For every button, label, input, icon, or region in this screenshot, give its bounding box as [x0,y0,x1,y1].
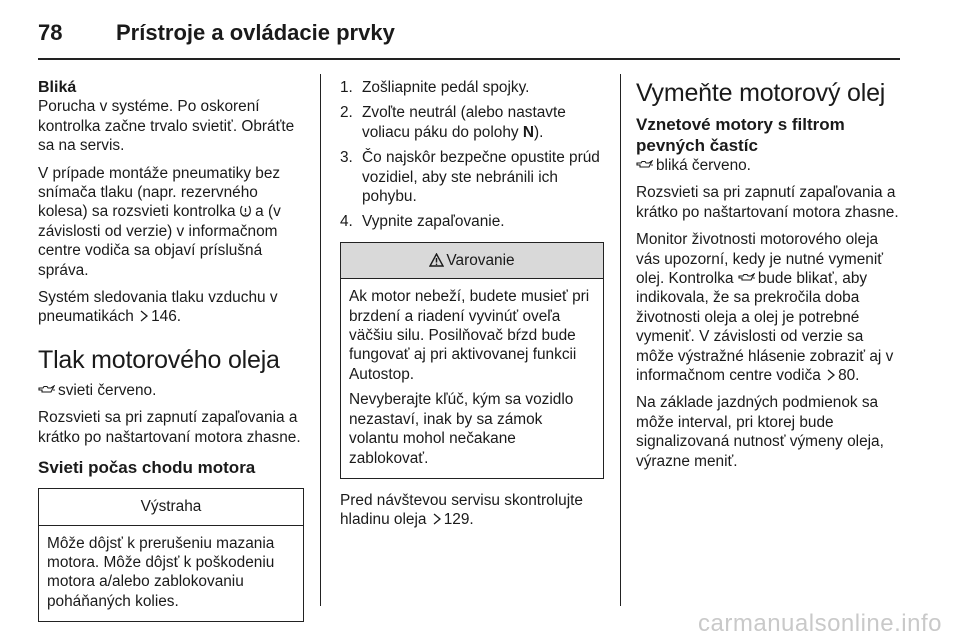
service-check-paragraph [340,491,604,530]
page-title: Prístroje a ovládacie prvky [116,20,395,45]
step-number: 3. [340,149,353,167]
list-item [340,103,604,142]
warning-box-body [341,279,603,478]
warning-box-title [341,243,603,279]
column-3 [636,78,902,479]
text-span: svieti červeno. [58,381,157,399]
oil-pressure-paragraph-1 [38,381,304,400]
page-ref-arrow-icon [432,511,442,523]
text-span: Systém sledovania tlaku vzduchu v pneumatikách [38,289,278,326]
text-span: a (v závislosti od verzie) v informačnom centre vodiča sa objaví príslušná správa. [38,203,281,279]
step-number: 1. [340,79,353,96]
text-span: Monitor životnosti motorového oleja vás upozorní, kedy je nutné vymeniť olej. Kontrolka [636,231,884,288]
tire-pressure-icon [240,204,251,217]
blika-paragraph-2 [38,164,304,280]
caution-box-body [39,526,303,622]
text-span: V prípade montáže pneumatiky bez snímača tlaku (napr. rezervného kolesa) sa rozsvieti kontrolka [38,164,281,221]
list-item [340,148,604,206]
oil-can-icon [738,273,755,282]
change-oil-paragraph-3 [636,230,902,385]
text-span: bude blikať, aby indikovala, že sa prekročila doba životnosti oleja a olej je potrebné vymeniť. V závislosti od verzie sa môže výstražné hlásenie zobraziť aj v informačnom centre vodiča [636,270,894,385]
blika-paragraph-3 [38,288,304,327]
diesel-dpf-subheading: Vznetové motory s filtrom pevných častíc [636,115,845,155]
step-text: Zvoľte neutrál (alebo nastavte voliacu páku do polohy [362,104,566,141]
page-ref[interactable]: 146. [151,308,182,326]
step-text: ). [533,123,544,141]
caution-box-text: Môže dôjsť k prerušeniu mazania motora. Môže dôjsť k poškodeniu motora a/alebo zablokovaniu poháňaných kolies. [47,534,275,610]
blika-paragraph-1: Porucha v systéme. Po oskorení kontrolka začne trvalo svietiť. Obráťte sa na servis. [38,98,295,155]
oil-can-icon [636,160,653,169]
oil-can-icon [38,385,55,394]
list-item [340,212,604,231]
oil-pressure-heading: Tlak motorového oleja [38,345,280,374]
change-oil-heading: Vymeňte motorový olej [636,79,886,107]
change-oil-paragraph-2: Rozsvieti sa pri zapnutí zapaľovania a krátko po naštartovaní motora zhasne. [636,184,899,221]
step-text: Vypnite zapaľovanie. [362,213,505,231]
page-ref-arrow-icon [826,367,836,379]
running-heading: Svieti počas chodu motora [38,458,256,478]
warning-paragraph-1: Ak motor nebeží, budete musieť pri brzdení a riadení vyvinúť oveľa väčšiu silu. Posilňovač bŕzd bude fungovať aj pri aktivovanej funkcii Autostop. [349,288,590,383]
page-number: 78 [38,20,63,45]
caution-box [38,488,304,622]
text-span: Pred návštevou servisu skontrolujte hladinu oleja [340,491,583,529]
column-1 [38,78,304,634]
step-text-bold: N [522,123,534,141]
text-span: bliká červeno. [656,157,751,174]
header-rule [38,58,900,60]
step-number: 4. [340,213,353,231]
warning-triangle-icon [429,253,444,267]
column-2 [340,78,604,538]
oil-pressure-paragraph-2: Rozsvieti sa pri zapnutí zapaľovania a krátko po naštartovaní motora zhasne. [38,409,301,446]
step-text: Zošliapnite pedál spojky. [362,79,530,96]
column-divider [620,74,621,606]
page-ref[interactable]: 129. [443,511,474,529]
step-number: 2. [340,104,353,122]
warning-paragraph-2: Nevyberajte kľúč, kým sa vozidlo nezastaví, inak by sa zámok volantu mohol nečakane zablokovať. [349,391,574,467]
column-divider [320,74,321,606]
page-header [38,18,900,58]
warning-title-text: Varovanie [446,251,515,269]
caution-box-title: Výstraha [39,489,303,525]
steps-list [340,78,604,232]
page-ref-arrow-icon [139,308,149,320]
change-oil-paragraph-1 [636,156,902,175]
change-oil-paragraph-4: Na základe jazdných podmienok sa môže interval, pri ktorej bude signalizovaná nutnosť výmeny oleja, výrazne meniť. [636,394,884,470]
blika-heading: Bliká [38,79,77,96]
list-item [340,78,604,97]
page-ref[interactable]: 80. [838,367,860,385]
watermark: carmanualsonline.info [698,610,942,637]
step-text: Čo najskôr bezpečne opustite prúd vozidiel, aby ste nebránili ich pohybu. [362,149,600,206]
warning-box [340,242,604,479]
